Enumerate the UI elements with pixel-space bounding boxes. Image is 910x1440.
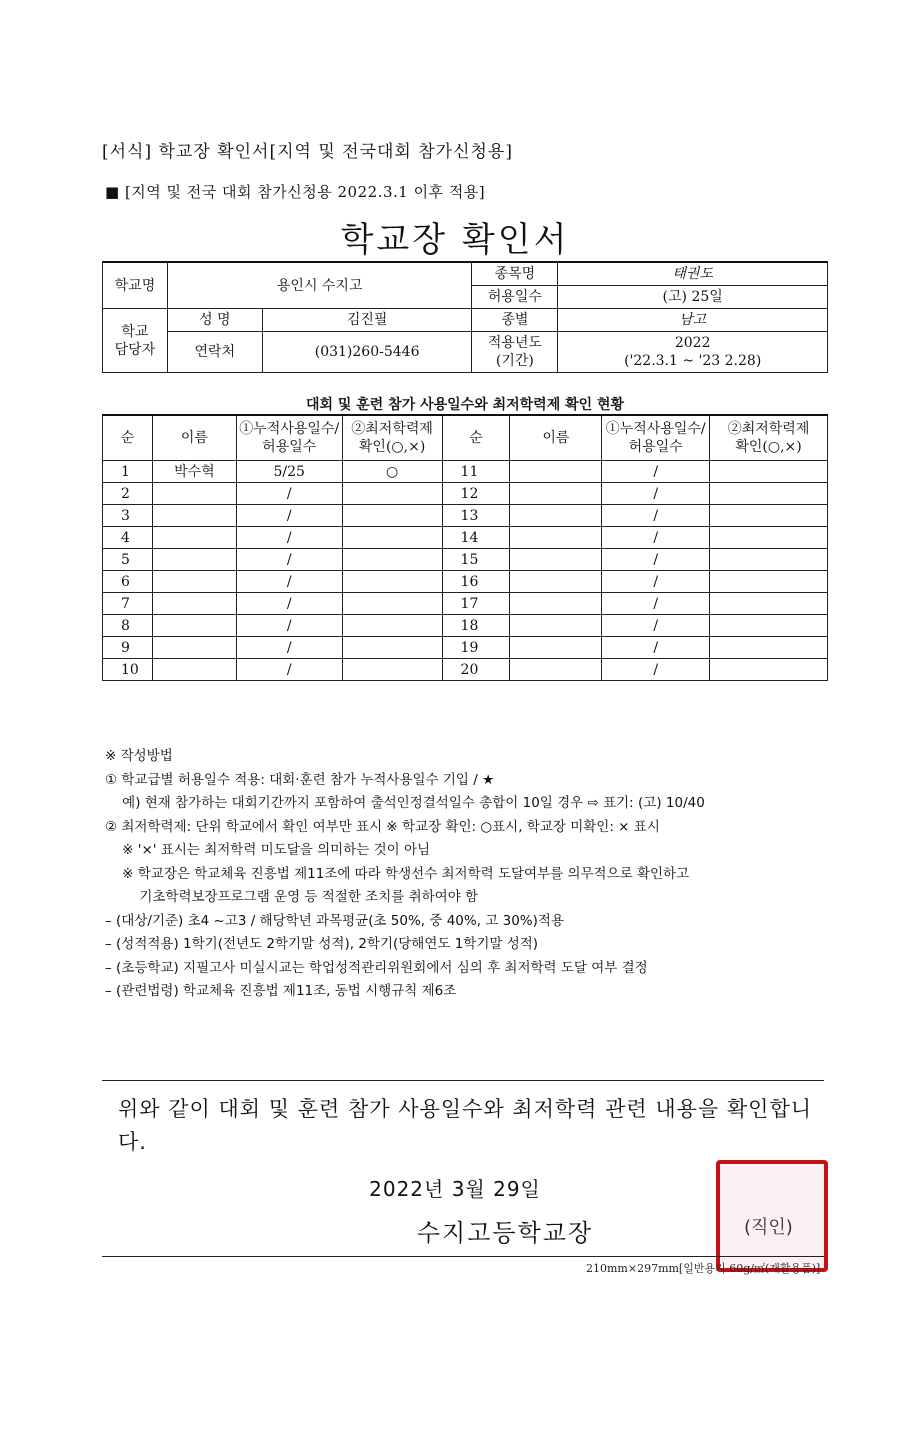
row-number: 7 [103, 593, 153, 615]
row-number: 12 [442, 483, 510, 505]
student-name [510, 483, 602, 505]
contact-label: 연락처 [167, 332, 262, 373]
days-value: / [602, 505, 710, 527]
paper-spec: 210mm×297mm[일반용지 60g/㎡(재활용품)] [586, 1262, 821, 1275]
days-value: / [602, 659, 710, 681]
grade-check [710, 549, 828, 571]
days-value: / [236, 615, 342, 637]
date: 2022년 3월 29일 [369, 1177, 541, 1201]
form-subtitle: ■ [지역 및 전국 대회 참가신청용 2022.3.1 이후 적용] [105, 183, 486, 201]
note-line: ※ '×' 표시는 최저학력 미도달을 의미하는 것이 아님 [105, 842, 431, 858]
days-value: / [602, 571, 710, 593]
grade-check [342, 505, 442, 527]
allowed-days-label: 허용일수 [472, 286, 558, 309]
days-value: / [236, 571, 342, 593]
school-value: 용인시 수지고 [167, 262, 472, 309]
days-value: / [236, 505, 342, 527]
form-label: [서식] 학교장 확인서[지역 및 전국대회 참가신청용] [102, 142, 513, 162]
status-caption: 대회 및 훈련 참가 사용일수와 최저학력제 확인 현황 [305, 397, 625, 413]
grade-check [342, 483, 442, 505]
table-row [103, 659, 828, 681]
confirmation-text: 위와 같이 대회 및 훈련 참가 사용일수와 최저학력 관련 내용을 확인합니다. [118, 1097, 813, 1154]
header-days: ①누적사용일수/ 허용일수 [602, 415, 710, 461]
note-line: – (관련법령) 학교체육 진흥법 제11조, 동법 시행규칙 제6조 [105, 983, 457, 999]
table-row [103, 571, 828, 593]
row-number: 2 [103, 483, 153, 505]
days-value: / [236, 483, 342, 505]
grade-check [710, 615, 828, 637]
row-number: 9 [103, 637, 153, 659]
instructions [105, 745, 845, 1004]
row-number: 18 [442, 615, 510, 637]
student-name [510, 549, 602, 571]
student-name [510, 571, 602, 593]
row-number: 4 [103, 527, 153, 549]
row-number: 15 [442, 549, 510, 571]
student-name [152, 615, 236, 637]
grade-check: ○ [342, 461, 442, 483]
student-name [510, 615, 602, 637]
name-label: 성 명 [167, 309, 262, 332]
days-value: / [602, 483, 710, 505]
grade-check [342, 593, 442, 615]
divider [102, 1256, 824, 1257]
seal-label: (직인) [744, 1217, 793, 1238]
school-info-table [102, 261, 828, 373]
student-name [152, 659, 236, 681]
row-number: 20 [442, 659, 510, 681]
days-value: / [236, 659, 342, 681]
header-no: 순 [103, 415, 153, 461]
row-number: 1 [103, 461, 153, 483]
days-value: / [236, 593, 342, 615]
sport-value: 태권도 [558, 262, 828, 286]
note-line: – (초등학교) 지필고사 미실시교는 학업성적관리위원회에서 심의 후 최저학력 도달 여부 결정 [105, 959, 648, 976]
row-number: 11 [442, 461, 510, 483]
grade-check [342, 637, 442, 659]
note-line: ② 최저학력제: 단위 학교에서 확인 여부만 표시 ※ 학교장 확인: ○표시, 학교장 미확인: × 표시 [105, 818, 660, 835]
days-value: 5/25 [236, 461, 342, 483]
row-number: 17 [442, 593, 510, 615]
student-name [510, 659, 602, 681]
student-name [152, 505, 236, 527]
grade-check [710, 593, 828, 615]
table-row [103, 593, 828, 615]
header-grade: ②최저학력제 확인(○,×) [710, 415, 828, 461]
principal-name: 수지고등학교장 [416, 1219, 594, 1247]
allowed-days-value: (고) 25일 [558, 286, 828, 309]
student-name [152, 593, 236, 615]
row-number: 16 [442, 571, 510, 593]
header-days: ①누적사용일수/ 허용일수 [236, 415, 342, 461]
row-number: 10 [103, 659, 153, 681]
note-line: 예) 현재 참가하는 대회기간까지 포함하여 출석인정결석일수 총합이 10일 경우 ⇨ 표기: (고) 10/40 [105, 795, 705, 811]
student-name [510, 593, 602, 615]
note-line: 기초학력보장프로그램 운영 등 적절한 조치를 취하여야 함 [105, 889, 479, 905]
student-name [152, 527, 236, 549]
note-line: – (대상/기준) 초4 ~고3 / 해당학년 과목평균(초 50%, 중 40%, 고 30%)적용 [105, 912, 564, 929]
student-name [152, 549, 236, 571]
name-value: 김진필 [262, 309, 472, 332]
student-name [510, 527, 602, 549]
row-number: 19 [442, 637, 510, 659]
days-value: / [236, 637, 342, 659]
grade-check [342, 527, 442, 549]
sport-label: 종목명 [472, 262, 558, 286]
contact-value: (031)260-5446 [262, 332, 472, 373]
days-value: / [236, 527, 342, 549]
year-value: 2022 ('22.3.1 ~ '23 2.28) [558, 332, 828, 373]
table-row [103, 483, 828, 505]
school-label: 학교명 [103, 262, 168, 309]
note-line: ※ 학교장은 학교체육 진흥법 제11조에 따라 학생선수 최저학력 도달여부를 의무적으로 확인하고 [105, 865, 690, 882]
grade-check [342, 549, 442, 571]
row-number: 14 [442, 527, 510, 549]
student-name [510, 505, 602, 527]
table-row [103, 549, 828, 571]
student-name [510, 637, 602, 659]
row-number: 13 [442, 505, 510, 527]
days-value: / [602, 527, 710, 549]
type-label: 종별 [472, 309, 558, 332]
student-name [152, 637, 236, 659]
table-row [103, 637, 828, 659]
student-name [510, 461, 602, 483]
grade-check [710, 659, 828, 681]
grade-check [342, 571, 442, 593]
grade-check [342, 615, 442, 637]
days-value: / [602, 549, 710, 571]
row-number: 5 [103, 549, 153, 571]
days-value: / [602, 615, 710, 637]
grade-check [710, 461, 828, 483]
grade-check [710, 571, 828, 593]
table-row [103, 505, 828, 527]
divider [102, 1080, 824, 1081]
grade-check [710, 505, 828, 527]
grade-check [710, 637, 828, 659]
days-value: / [602, 593, 710, 615]
note-line: – (성적적용) 1학기(전년도 2학기말 성적), 2학기(당해연도 1학기말 성적) [105, 936, 539, 952]
row-number: 8 [103, 615, 153, 637]
student-name [152, 483, 236, 505]
note-line: ① 학교급별 허용일수 적용: 대회·훈련 참가 누적사용일수 기입 / ★ [105, 771, 495, 788]
status-table [102, 414, 828, 681]
row-number: 3 [103, 505, 153, 527]
table-row [103, 615, 828, 637]
type-value: 남고 [558, 309, 828, 332]
manager-label: 학교 담당자 [103, 309, 168, 373]
grade-check [710, 483, 828, 505]
year-label: 적용년도 (기간) [472, 332, 558, 373]
grade-check [342, 659, 442, 681]
days-value: / [602, 637, 710, 659]
page-title: 학교장 확인서 [340, 220, 570, 260]
header-name: 이름 [152, 415, 236, 461]
days-value: / [602, 461, 710, 483]
table-row [103, 461, 828, 483]
row-number: 6 [103, 571, 153, 593]
header-grade: ②최저학력제 확인(○,×) [342, 415, 442, 461]
note-line: ※ 작성방법 [105, 748, 173, 764]
student-name: 박수혁 [152, 461, 236, 483]
table-row [103, 527, 828, 549]
grade-check [710, 527, 828, 549]
days-value: / [236, 549, 342, 571]
header-no: 순 [442, 415, 510, 461]
header-name: 이름 [510, 415, 602, 461]
student-name [152, 571, 236, 593]
